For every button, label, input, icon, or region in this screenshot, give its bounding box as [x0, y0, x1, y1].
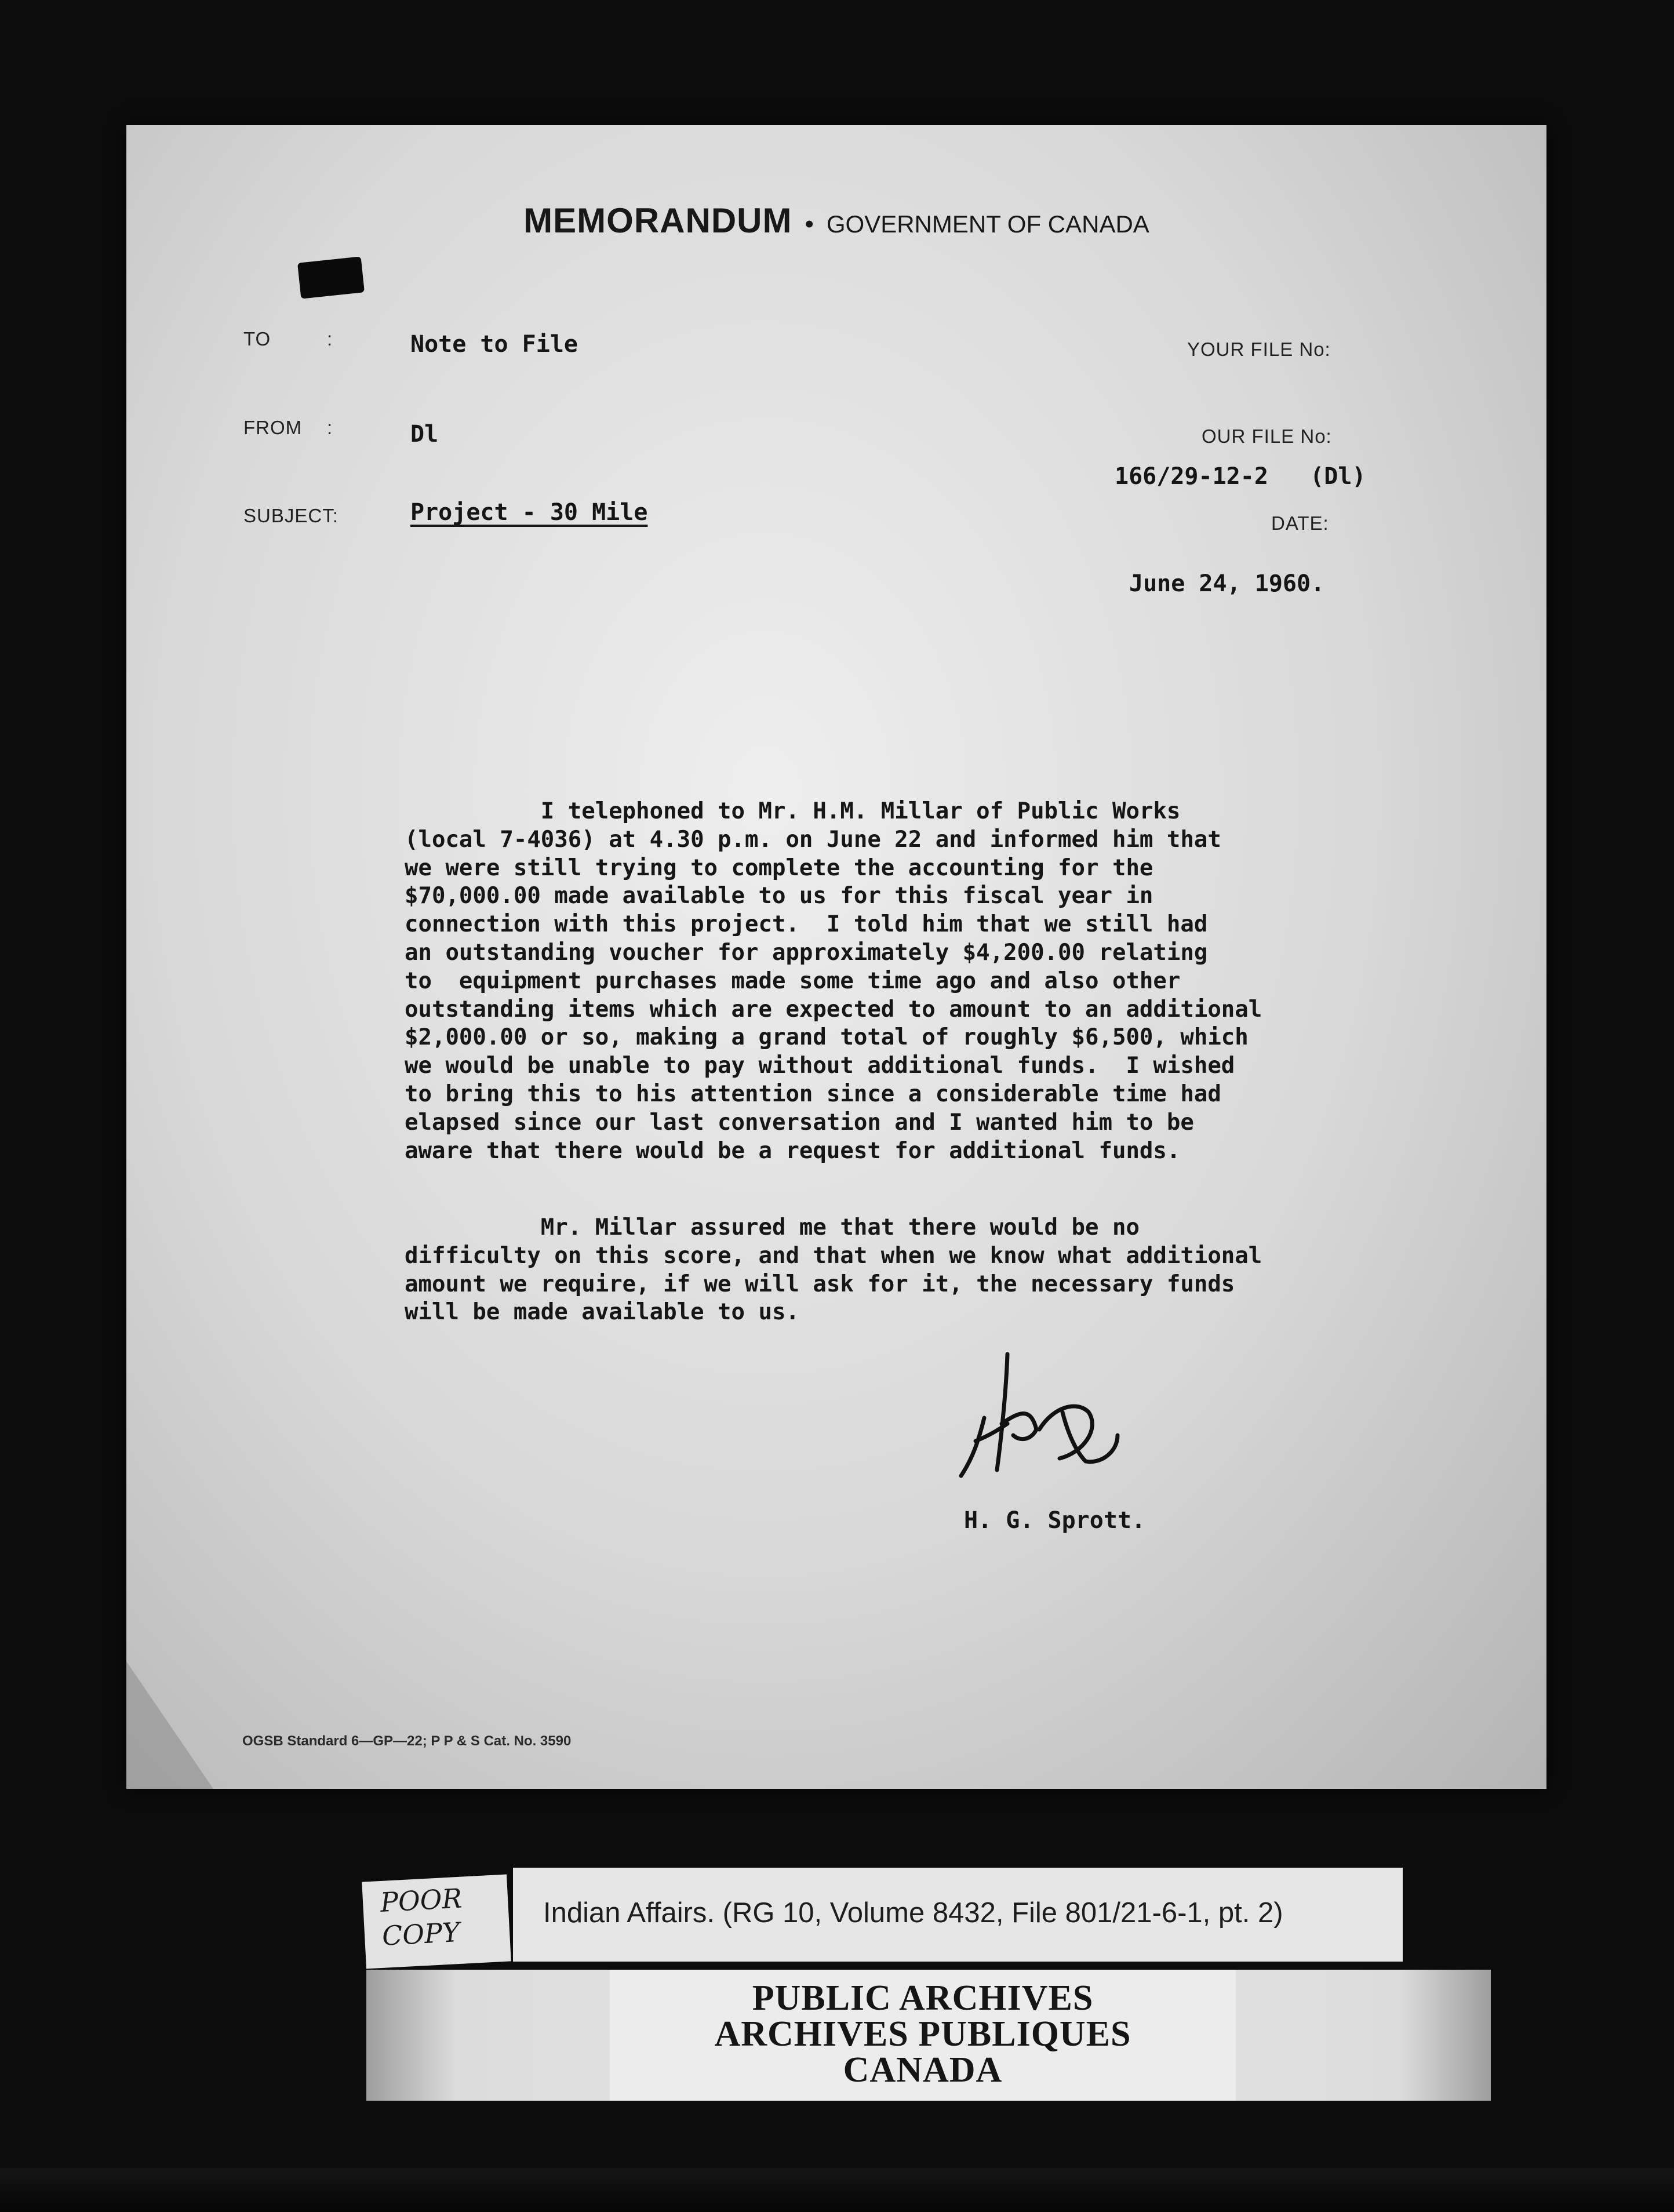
subject-label: SUBJECT: — [243, 505, 339, 526]
memo-page — [126, 125, 1546, 1789]
department-name: GOVERNMENT OF CANADA — [826, 210, 1149, 238]
from-label: FROM — [243, 417, 303, 438]
poor-copy-line-1: POOR — [379, 1882, 463, 1918]
archive-reference: Indian Affairs. (RG 10, Volume 8432, File 801/21-6-1, pt. 2) — [543, 1897, 1283, 1929]
poor-copy-note — [362, 1875, 511, 1969]
to-label: TO — [243, 328, 271, 350]
stamp-line-3: CANADA — [843, 2050, 1003, 2090]
stamp-line-2: ARCHIVES PUBLIQUES — [714, 2014, 1131, 2054]
separator-dot: • — [805, 210, 814, 238]
memo-masthead — [126, 201, 1546, 241]
to-value: Note to File — [410, 331, 578, 358]
page-fold — [126, 1661, 213, 1789]
archive-reference-card — [513, 1868, 1403, 1962]
memo-title: MEMORANDUM — [523, 201, 792, 240]
film-edge — [0, 2168, 1674, 2212]
date-value: June 24, 1960. — [1129, 570, 1325, 597]
redaction-mark — [297, 256, 365, 299]
signatory-name: H. G. Sprott. — [964, 1507, 1146, 1534]
poor-copy-line-2: COPY — [381, 1916, 461, 1952]
archive-stamp-strip — [366, 1970, 1491, 2101]
our-file-value: 166/29-12-2 (Dl) — [1115, 463, 1366, 490]
stamp-line-1: PUBLIC ARCHIVES — [752, 1978, 1094, 2018]
subject-value: Project - 30 Mile — [410, 499, 648, 526]
body-paragraph-2: Mr. Millar assured me that there would be no difficulty on this score, and that when we know what additional amount we require, if we will ask for it, the necessary funds will be made available to us. — [405, 1214, 1262, 1326]
to-colon: : — [327, 328, 333, 350]
from-value: Dl — [410, 421, 439, 448]
our-file-label: OUR FILE No: — [1202, 425, 1332, 447]
archive-stamp — [610, 1970, 1236, 2101]
date-label: DATE: — [1271, 512, 1329, 534]
handwritten-signature — [944, 1343, 1129, 1493]
from-colon: : — [327, 417, 333, 438]
form-number: OGSB Standard 6—GP—22; P P & S Cat. No. 3590 — [242, 1733, 572, 1749]
body-paragraph-1: I telephoned to Mr. H.M. Millar of Public Works (local 7-4036) at 4.30 p.m. on June 22 and informed him that we were still trying to complete the accounting for the $70,000.00 made available to us for this fiscal year in connection with this project. I told him that we still had an outstanding voucher for approximately $4,200.00 relating to equipment purchases made some time ago and also other outstanding items which are expected to amount to an additional $2,000.00 or so, making a grand total of roughly $6,500, which we would be unable to pay without additional funds. I wished to bring this to his attention since a considerable time had elapsed since our last conversation and I wanted him to be aware that there would be a request for additional funds. — [405, 798, 1262, 1164]
your-file-label: YOUR FILE No: — [1187, 339, 1331, 360]
